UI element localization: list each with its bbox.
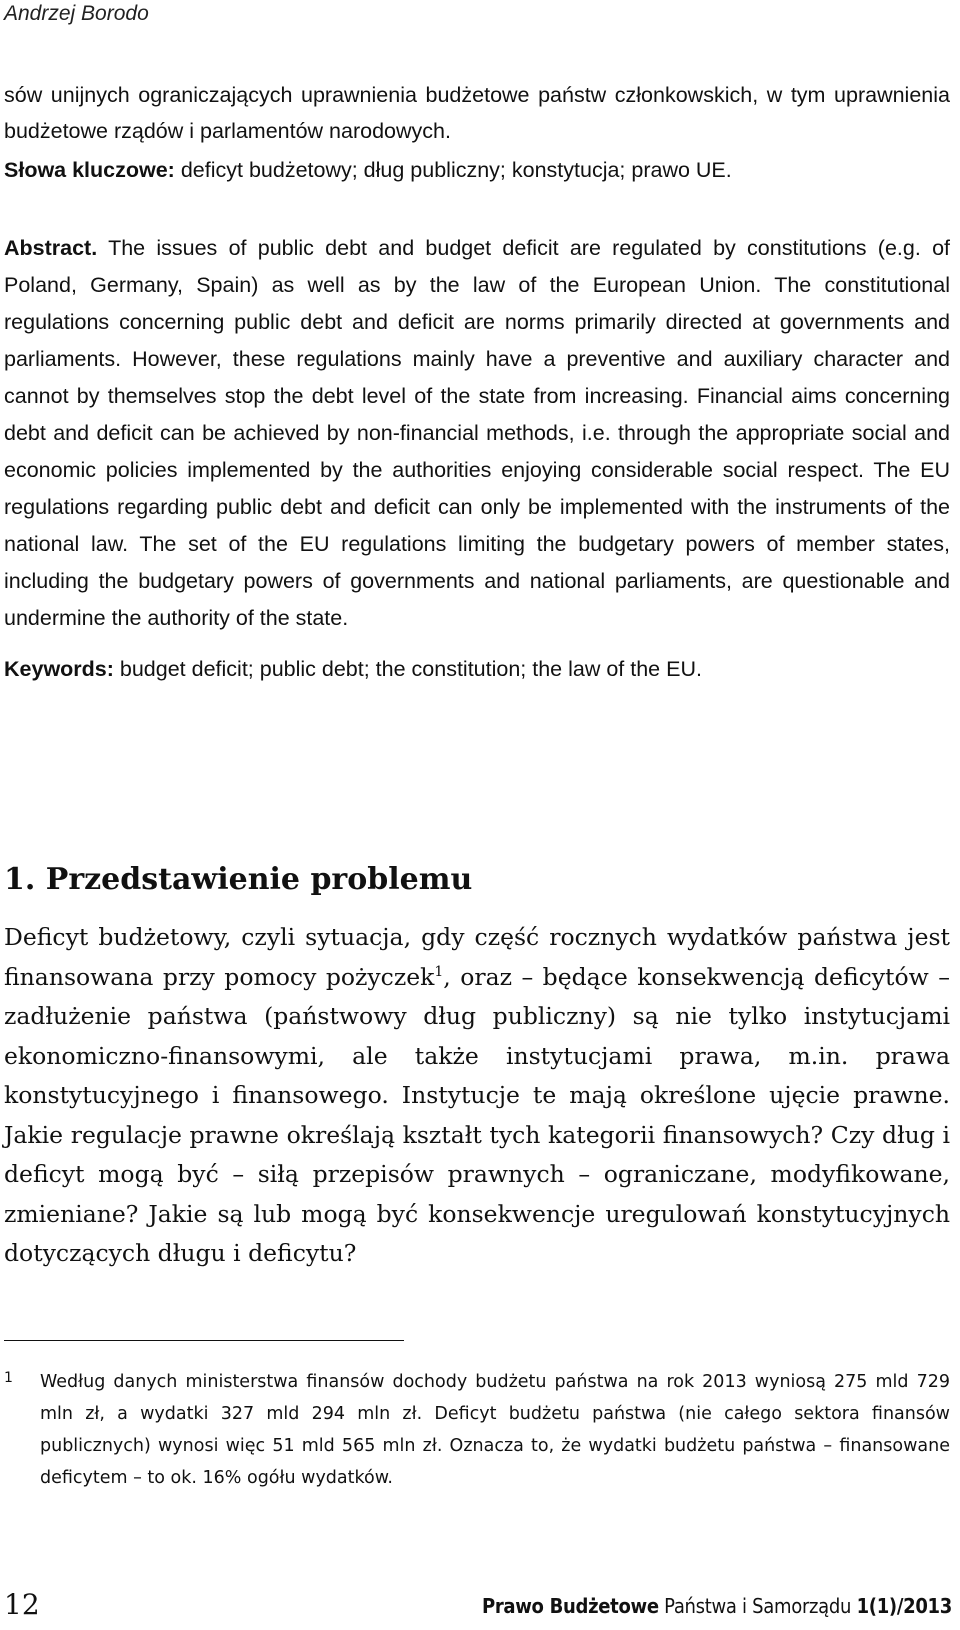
- abstract-english-text: The issues of public debt and budget deficit are regulated by constitutions (e.g. of Poland, Germany, Spain) as well as by the law of the European Union. The constitutional regulations concerning public debt and deficit are norms primarily directed at governments and parliaments. However, these regulations mainly have a preventive and auxiliary character and cannot by themselves stop the debt level of the state from increasing. Financial aims concerning debt and deficit can be achieved by non-financial methods, i.e. through the appropriate social and economic policies implemented by the authorities enjoying considerable social respect. The EU regulations regarding public debt and deficit can only be implemented with the instruments of the national law. The set of the EU regulations limiting the budgetary powers of member states, including the budgetary powers of governments and national parliaments, are questionable and undermine the authority of the state.: [4, 236, 950, 630]
- journal-subtitle: Państwa i Samorządu: [658, 1594, 857, 1618]
- footnote-reference[interactable]: 1: [434, 963, 444, 980]
- keywords-english-text: budget deficit; public debt; the constitution; the law of the EU.: [113, 657, 702, 681]
- abstract-english-label: Abstract.: [4, 236, 98, 260]
- section-heading: 1. Przedstawienie problemu: [4, 862, 473, 897]
- main-paragraph: [4, 918, 950, 1274]
- footnote: [4, 1366, 950, 1494]
- main-text-part2: , oraz – będące konsekwencją deficytów – zadłużenie państwa (państwowy dług publiczny) są nie tylko instytucjami ekonomiczno-finansowymi, ale także instytucjami prawa, m.in. prawa konstytucyjnego i finansowego. Instytucje te mają określone ujęcie prawne. Jakie regulacje prawne określają kształt tych kategorii finansowych? Czy dług i deficyt mogą być – siłą przepisów prawnych – ograniczane, modyfikowane, zmieniane? Jakie są lub mogą być konsekwencje uregulowań konstytucyjnych dotyczących długu i deficytu?: [4, 962, 950, 1267]
- keywords-english: [4, 651, 950, 688]
- journal-issue: 1(1)/2013: [856, 1594, 952, 1618]
- footnote-divider: [4, 1340, 404, 1341]
- keywords-polish: [4, 153, 950, 189]
- footnote-number: 1: [4, 1370, 13, 1386]
- running-header-author: Andrzej Borodo: [4, 2, 149, 25]
- abstract-english: [4, 230, 950, 688]
- page-number: 12: [4, 1588, 40, 1621]
- keywords-english-label: Keywords:: [4, 657, 114, 681]
- keywords-polish-text: deficyt budżetowy; dług publiczny; konstytucja; prawo UE.: [174, 158, 732, 182]
- keywords-polish-label: Słowa kluczowe:: [4, 158, 175, 182]
- main-text-part1: Deficyt budżetowy, czyli sytuacja, gdy część rocznych wydatków państwa jest finansowana przy pomocy pożyczek: [4, 923, 950, 991]
- abstract-english-paragraph: [4, 230, 950, 637]
- journal-title: Prawo Budżetowe: [481, 1594, 659, 1618]
- abstract-polish: [4, 78, 950, 189]
- footnote-text: Według danych ministerstwa finansów dochody budżetu państwa na rok 2013 wyniosą 275 mld 729 mln zł, a wydatki 327 mld 294 mln zł. Deficyt budżetu państwa (nie całego sektora finansów publicznych) wynosi więc 51 mld 565 mln zł. Oznacza to, że wydatki budżetu państwa – finansowane deficytem – to ok. 16% ogółu wydatków.: [40, 1372, 950, 1488]
- abstract-polish-tail: sów unijnych ograniczających uprawnienia budżetowe państw członkowskich, w tym uprawnienia budżetowe rządów i parlamentów narodowych.: [4, 83, 950, 143]
- main-body: [4, 918, 950, 1274]
- journal-footer: [482, 1594, 952, 1618]
